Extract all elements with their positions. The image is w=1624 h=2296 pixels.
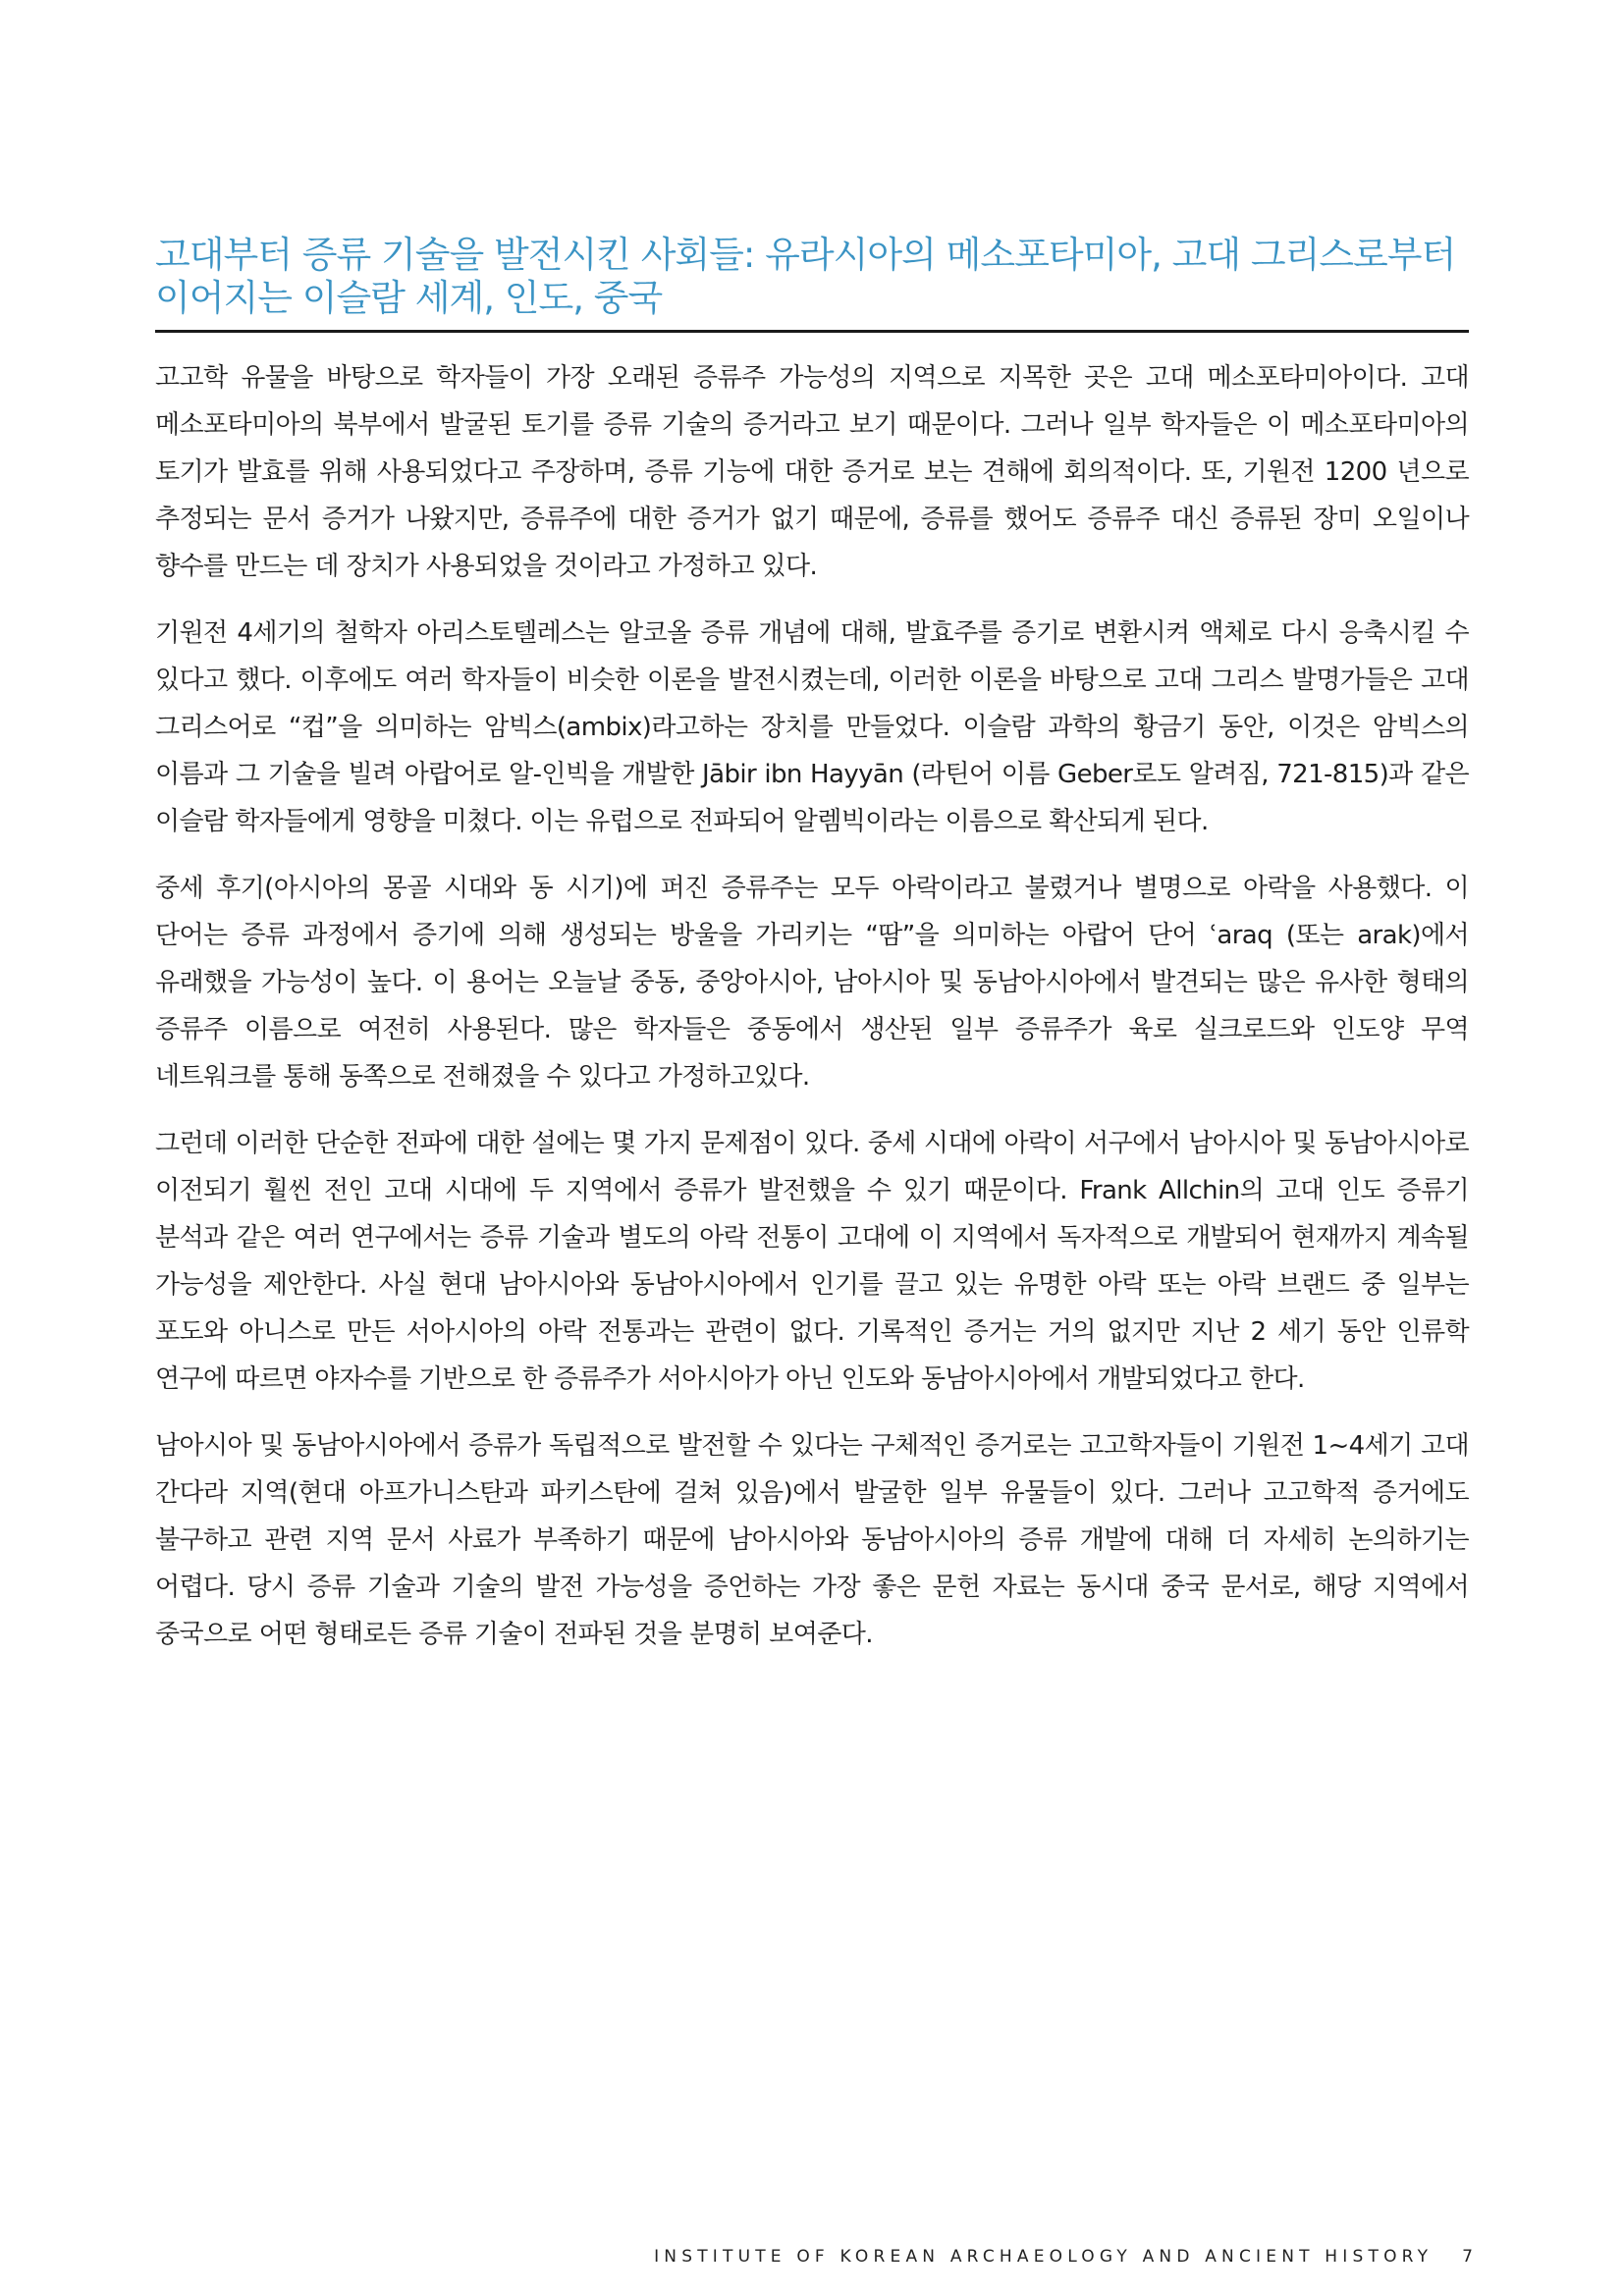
paragraph-4: 그런데 이러한 단순한 전파에 대한 설에는 몇 가지 문제점이 있다. 중세 시대에 아락이 서구에서 남아시아 및 동남아시아로 이전되기 훨씬 전인 고대 시대에 두 지역에서 증류가 발전했을 수 있기 때문이다. Frank Allchin의 고대 인도 증류기 분석과 같은 여러 연구에서는 증류 기술과 별도의 아락 전통이 고대에 이 지역에서 독자적으로 개발되어 현재까지 계속될 가능성을 제안한다. 사실 현대 남아시아와 동남아시아에서 인기를 끌고 있는 유명한 아락 또는 아락 브랜드 중 일부는 포도와 아니스로 만든 서아시아의 아락 전통과는 관련이 없다. 기록적인 증거는 거의 없지만 지난 2 세기 동안 인류학 연구에 따르면 야자수를 기반으로 한 증류주가 서아시아가 아닌 인도와 동남아시아에서 개발되었다고 한다. [155,1129,1469,1394]
section-heading: 고대부터 증류 기술을 발전시킨 사회들: 유라시아의 메소포타미아, 고대 그리스로부터 이어지는 이슬람 세계, 인도, 중국 [155,234,1456,319]
paragraph-3: 중세 후기(아시아의 몽골 시대와 동 시기)에 퍼진 증류주는 모두 아락이라고 불렸거나 별명으로 아락을 사용했다. 이 단어는 증류 과정에서 증기에 의해 생성되는 방울을 가리키는 “땀”을 의미하는 아랍어 단어 ʿaraq (또는 arak)에서 유래했을 가능성이 높다. 이 용어는 오늘날 중동, 중앙아시아, 남아시아 및 동남아시아에서 발견되는 많은 유사한 형태의 증류주 이름으로 여전히 사용된다. 많은 학자들은 중동에서 생산된 일부 증류주가 육로 실크로드와 인도양 무역 네트워크를 통해 동쪽으로 전해졌을 수 있다고 가정하고있다. [155,874,1469,1092]
paragraph-1: 고고학 유물을 바탕으로 학자들이 가장 오래된 증류주 가능성의 지역으로 지목한 곳은 고대 메소포타미아이다. 고대 메소포타미아의 북부에서 발굴된 토기를 증류 기술의 증거라고 보기 때문이다. 그러나 일부 학자들은 이 메소포타미아의 토기가 발효를 위해 사용되었다고 주장하며, 증류 기능에 대한 증거로 보는 견해에 회의적이다. 또, 기원전 1200 년으로 추정되는 문서 증거가 나왔지만, 증류주에 대한 증거가 없기 때문에, 증류를 했어도 증류주 대신 증류된 장미 오일이나 향수를 만드는 데 장치가 사용되었을 것이라고 가정하고 있다. [155,363,1469,581]
paragraph-5: 남아시아 및 동남아시아에서 증류가 독립적으로 발전할 수 있다는 구체적인 증거로는 고고학자들이 기원전 1~4세기 고대 간다라 지역(현대 아프가니스탄과 파키스탄에 걸쳐 있음)에서 발굴한 일부 유물들이 있다. 그러나 고고학적 증거에도 불구하고 관련 지역 문서 사료가 부족하기 때문에 남아시아와 동남아시아의 증류 개발에 대해 더 자세히 논의하기는 어렵다. 당시 증류 기술과 기술의 발전 가능성을 증언하는 가장 좋은 문헌 자료는 동시대 중국 문서로, 해당 지역에서 중국으로 어떤 형태로든 증류 기술이 전파된 것을 분명히 보여준다. [155,1431,1469,1649]
page-footer [654,2247,1473,2267]
paragraph-2: 기원전 4세기의 철학자 아리스토텔레스는 알코올 증류 개념에 대해, 발효주를 증기로 변환시켜 액체로 다시 응축시킬 수 있다고 했다. 이후에도 여러 학자들이 비슷한 이론을 발전시켰는데, 이러한 이론을 바탕으로 고대 그리스 발명가들은 고대 그리스어로 “컵”을 의미하는 암빅스(ambix)라고하는 장치를 만들었다. 이슬람 과학의 황금기 동안, 이것은 암빅스의 이름과 그 기술을 빌려 아랍어로 알-인빅을 개발한 Jābir ibn Hayyān (라틴어 이름 Geber로도 알려짐, 721-815)과 같은 이슬람 학자들에게 영향을 미쳤다. 이는 유럽으로 전파되어 알렘빅이라는 이름으로 확산되게 된다. [155,618,1469,836]
article-body [155,234,1469,1678]
page-number: 7 [1462,2247,1473,2267]
heading-divider [155,330,1469,333]
footer-organization: INSTITUTE OF KOREAN ARCHAEOLOGY AND ANCIENT HISTORY [654,2247,1434,2267]
